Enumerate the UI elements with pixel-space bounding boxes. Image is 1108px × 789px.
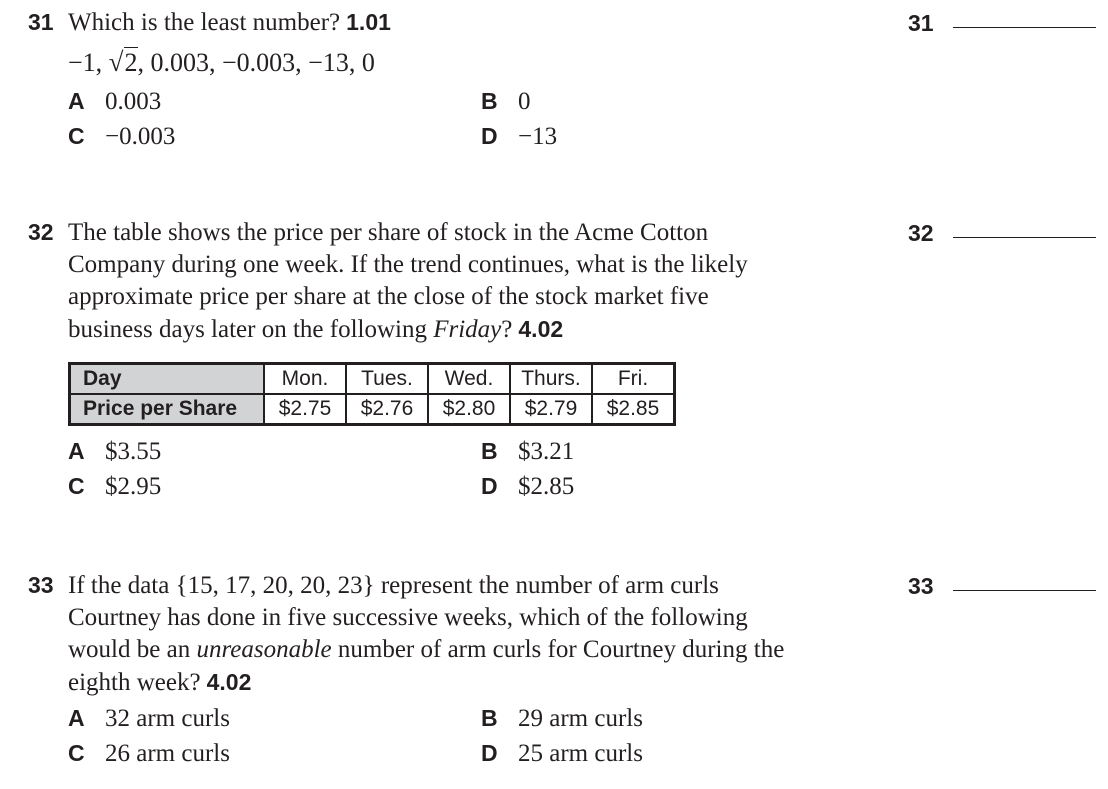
choice-letter: C xyxy=(68,740,85,766)
table-cell-price: $2.80 xyxy=(428,394,510,425)
question-33-text-3a: would be an xyxy=(68,636,197,663)
answer-blank-33[interactable] xyxy=(953,590,1096,591)
table-cell-price: $2.79 xyxy=(510,394,592,425)
question-31 xyxy=(28,6,1088,152)
table-row-price xyxy=(70,394,675,425)
table-cell-day: Thurs. xyxy=(510,364,592,395)
choice-letter: B xyxy=(481,705,498,731)
question-33-italic-unreasonable: unreasonable xyxy=(196,636,332,663)
answer-blank-31[interactable] xyxy=(953,27,1096,28)
question-31-text: Which is the least number? xyxy=(68,9,341,36)
choice-33-b[interactable] xyxy=(481,703,781,734)
radical-sign-icon: √ xyxy=(108,47,124,77)
choice-33-c[interactable] xyxy=(68,738,481,769)
choice-text: 25 arm curls xyxy=(518,740,643,767)
table-header-price: Price per Share xyxy=(70,394,265,425)
choice-letter: C xyxy=(68,473,85,499)
table-row-day xyxy=(70,364,675,395)
choice-text: 0.003 xyxy=(105,88,162,115)
choice-31-c[interactable] xyxy=(68,121,481,152)
question-33-text-3b: number of arm curls for Courtney during the xyxy=(331,636,785,663)
number-list-start: −1, xyxy=(68,48,109,77)
choice-letter: A xyxy=(68,705,85,731)
choice-text: −0.003 xyxy=(105,123,176,150)
table-cell-day: Mon. xyxy=(264,364,346,395)
choice-letter: A xyxy=(68,438,85,464)
question-33-number: 33 xyxy=(28,572,54,598)
question-32-text-4a: business days later on the following xyxy=(68,316,434,343)
question-33 xyxy=(28,569,1088,769)
question-31-code: 1.01 xyxy=(346,9,391,35)
answer-slot-33 xyxy=(908,569,1098,601)
choice-text: 0 xyxy=(518,88,531,115)
question-32-text-4b: ? xyxy=(501,316,513,343)
choice-32-c[interactable] xyxy=(68,471,481,502)
question-32-line-3: approximate price per share at the close of the stock market five xyxy=(68,283,709,310)
choice-text: −13 xyxy=(518,123,558,150)
answer-number-31: 31 xyxy=(908,10,934,36)
question-33-line-2: Courtney has done in five successive weeks, which of the following xyxy=(68,604,748,631)
table-cell-day: Wed. xyxy=(428,364,510,395)
table-header-day: Day xyxy=(70,364,265,395)
question-33-line-3 xyxy=(28,634,1088,666)
choice-32-d[interactable] xyxy=(481,471,781,502)
question-32-line-4 xyxy=(28,313,1088,346)
question-32 xyxy=(28,216,1088,502)
choice-32-b[interactable] xyxy=(481,436,781,467)
question-32-text-1: The table shows the price per share of stock in the Acme Cotton xyxy=(68,219,709,246)
answer-slot-31 xyxy=(908,6,1098,38)
stock-price-table xyxy=(68,362,676,426)
question-32-number: 32 xyxy=(28,219,54,245)
question-32-code: 4.02 xyxy=(518,316,564,342)
choice-text: $2.95 xyxy=(105,473,162,500)
choice-letter: B xyxy=(481,438,498,464)
table-cell-price: $2.75 xyxy=(264,394,346,425)
choice-letter: A xyxy=(68,88,85,114)
question-31-number: 31 xyxy=(28,9,54,35)
question-32-choices xyxy=(28,436,1088,502)
question-31-number-list xyxy=(28,45,1088,80)
answer-slot-32 xyxy=(908,216,1098,248)
choice-text: $3.21 xyxy=(518,438,575,465)
question-33-choices xyxy=(28,703,1088,769)
answer-blank-32[interactable] xyxy=(953,237,1096,238)
question-32-italic-friday: Friday xyxy=(433,316,502,343)
choice-33-d[interactable] xyxy=(481,738,781,769)
choice-text: 32 arm curls xyxy=(105,705,230,732)
table-cell-day: Tues. xyxy=(346,364,428,395)
table-cell-day: Fri. xyxy=(592,364,675,395)
question-31-choices xyxy=(28,86,1088,152)
answer-number-32: 32 xyxy=(908,220,934,246)
square-root-2 xyxy=(109,45,138,80)
choice-text: 29 arm curls xyxy=(518,705,643,732)
choice-letter: C xyxy=(68,123,85,149)
question-33-line-4 xyxy=(28,666,1088,699)
choice-letter: B xyxy=(481,88,498,114)
choice-31-b[interactable] xyxy=(481,86,781,117)
answer-number-33: 33 xyxy=(908,573,934,599)
choice-letter: D xyxy=(481,473,498,499)
question-33-code: 4.02 xyxy=(206,669,252,695)
choice-32-a[interactable] xyxy=(68,436,481,467)
number-list-end: , 0.003, −0.003, −13, 0 xyxy=(137,48,375,77)
table-cell-price: $2.85 xyxy=(592,394,675,425)
choice-letter: D xyxy=(481,740,498,766)
choice-31-a[interactable] xyxy=(68,86,481,117)
question-32-line-2: Company during one week. If the trend continues, what is the likely xyxy=(68,251,748,278)
table-cell-price: $2.76 xyxy=(346,394,428,425)
choice-text: $2.85 xyxy=(518,473,575,500)
question-33-text-4: eighth week? xyxy=(68,669,201,696)
choice-31-d[interactable] xyxy=(481,121,781,152)
question-33-text-1: If the data {15, 17, 20, 20, 23} represent the number of arm curls xyxy=(68,572,719,599)
choice-letter: D xyxy=(481,123,498,149)
choice-text: 26 arm curls xyxy=(105,740,230,767)
choice-33-a[interactable] xyxy=(68,703,481,734)
choice-text: $3.55 xyxy=(105,438,162,465)
radicand: 2 xyxy=(124,48,138,77)
